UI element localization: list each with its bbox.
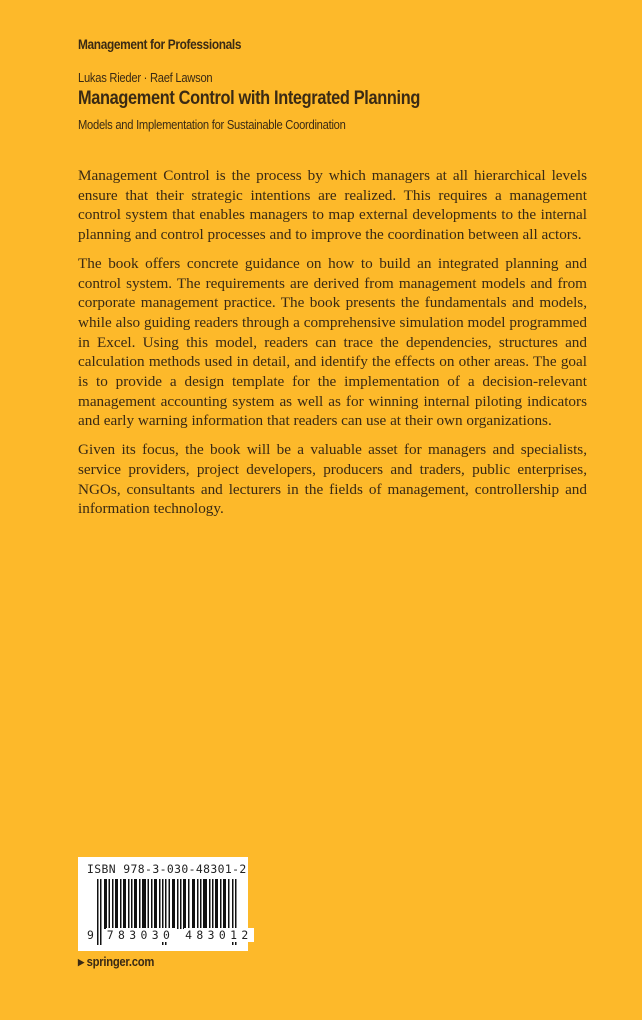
book-subtitle: Models and Implementation for Sustainable Coordination: [78, 117, 346, 132]
springer-link[interactable]: [78, 955, 154, 969]
arrow-right-icon: ▶: [78, 957, 84, 967]
authors: Lukas Rieder · Raef Lawson: [78, 70, 213, 85]
barcode-digits: [86, 928, 254, 942]
blurb-paragraph: The book offers concrete guidance on how to build an integrated planning and control system. The requirements are derived from management models and from corporate management practice. The book presents the fundamentals and models, while also guiding readers through a comprehensive simulation model programmed in Excel. Using this model, readers can trace the dependencies, structures and calculation methods used in detail, and identify the effects on other areas. The goal is to provide a design template for the implementation of a decision-relevant management accounting system as well as for winning internal piloting indicators and early warning information that readers can use at their own organizations.: [78, 254, 587, 430]
blurb: [78, 166, 587, 528]
series-name: Management for Professionals: [78, 37, 242, 52]
isbn-label: ISBN 978-3-030-48301-2: [87, 862, 247, 876]
book-title: Management Control with Integrated Planning: [78, 88, 420, 109]
springer-link-label: springer.com: [86, 955, 155, 969]
barcode-digits-left: 783030: [106, 928, 175, 942]
barcode-digit-first: 9: [87, 928, 94, 942]
barcode-digits-right: 483012: [185, 928, 253, 942]
isbn-barcode: [78, 857, 253, 951]
blurb-paragraph: Management Control is the process by which managers at all hierarchical levels ensure that their strategic intentions are realized. This requires a management control system that enables managers to map external developments to the internal planning and control processes and to improve the coordination between all actors.: [78, 167, 587, 244]
blurb-paragraph: Given its focus, the book will be a valuable asset for managers and specialists, service providers, project developers, producers and traders, public enterprises, NGOs, consultants and lecturers in the fields of management, controllership and information technology.: [78, 441, 587, 518]
